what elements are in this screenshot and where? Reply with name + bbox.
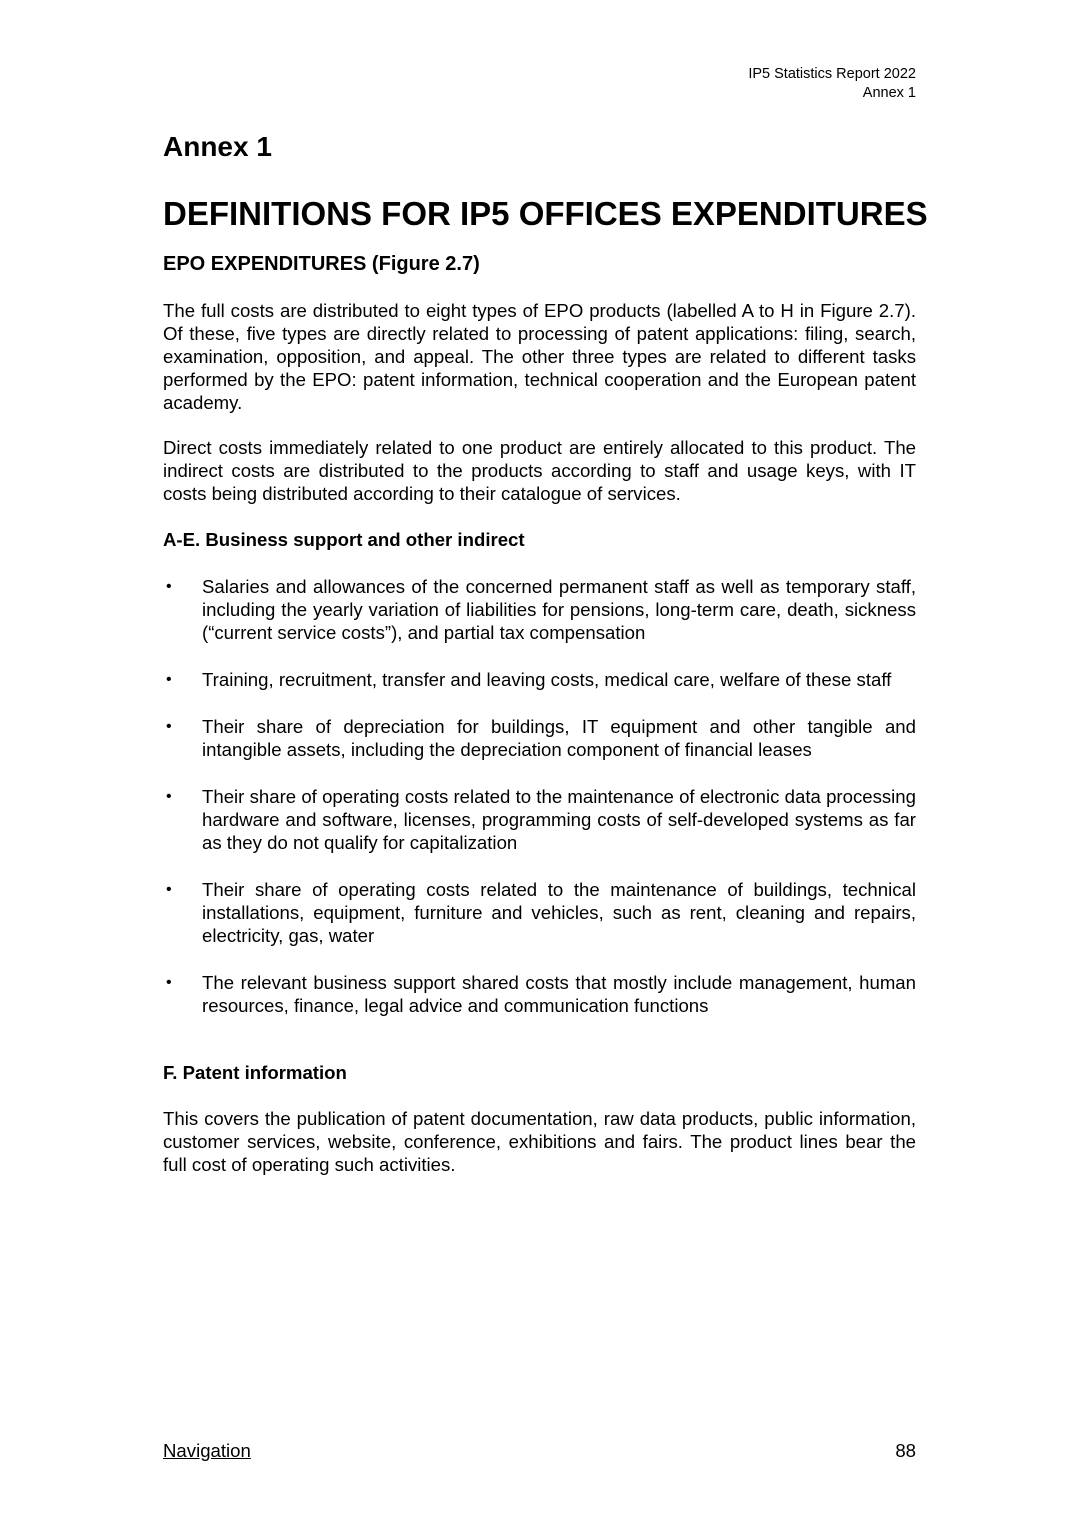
annex-title: Annex 1 <box>163 131 272 162</box>
page-number: 88 <box>895 1440 916 1461</box>
header-report-title: IP5 Statistics Report 2022 <box>748 66 916 82</box>
list-item <box>163 668 916 691</box>
running-header <box>748 65 916 103</box>
bullet-icon: • <box>166 671 172 688</box>
list-item-text: Their share of operating costs related to the maintenance of buildings, technical installations, equipment, furniture and vehicles, such as rent, cleaning and repairs, electricity, gas, water <box>202 879 916 946</box>
navigation-link[interactable]: Navigation <box>163 1440 251 1461</box>
intro-paragraph: The full costs are distributed to eight types of EPO products (labelled A to H in Figure 2.7). Of these, five types are directly related to processing of patent applications: filing, search, examination, opposition, and appeal. The other three types are related to different tasks performed by the EPO: patent information, technical cooperation and the European patent academy. <box>163 300 916 413</box>
list-item-text: Training, recruitment, transfer and leaving costs, medical care, welfare of these staff <box>202 669 892 690</box>
list-item <box>163 971 916 1017</box>
list-item-text: Salaries and allowances of the concerned permanent staff as well as temporary staff, including the yearly variation of liabilities for pensions, long-term care, death, sickness (“current service costs”), and partial tax compensation <box>202 576 916 643</box>
bullet-icon: • <box>166 881 172 898</box>
list-item-text: The relevant business support shared costs that mostly include management, human resources, finance, legal advice and communication functions <box>202 972 916 1016</box>
list-item <box>163 785 916 854</box>
page-title: DEFINITIONS FOR IP5 OFFICES EXPENDITURES <box>163 195 928 232</box>
bullet-icon: • <box>166 974 172 991</box>
list-item-text: Their share of operating costs related to the maintenance of electronic data processing hardware and software, licenses, programming costs of self-developed systems as far as they do not qualify for capitalization <box>202 786 916 853</box>
subheading-business-support: A-E. Business support and other indirect <box>163 529 525 550</box>
bullet-icon: • <box>166 578 172 595</box>
business-support-list <box>163 575 916 1017</box>
list-item-text: Their share of depreciation for buildings, IT equipment and other tangible and intangible assets, including the depreciation component of financial leases <box>202 716 916 760</box>
subheading-patent-information: F. Patent information <box>163 1062 347 1083</box>
section-heading-epo-expenditures: EPO EXPENDITURES (Figure 2.7) <box>163 253 480 275</box>
direct-costs-paragraph: Direct costs immediately related to one product are entirely allocated to this product. The indirect costs are distributed to the products according to staff and usage keys, with IT costs being distributed according to their catalogue of services. <box>163 437 916 504</box>
patent-information-paragraph: This covers the publication of patent documentation, raw data products, public information, customer services, website, conference, exhibitions and fairs. The product lines bear the full cost of operating such activities. <box>163 1108 916 1175</box>
list-item <box>163 575 916 644</box>
list-item <box>163 715 916 761</box>
bullet-icon: • <box>166 718 172 735</box>
page-content <box>163 128 928 1176</box>
bullet-icon: • <box>166 788 172 805</box>
header-annex-label: Annex 1 <box>862 85 916 101</box>
list-item <box>163 878 916 947</box>
